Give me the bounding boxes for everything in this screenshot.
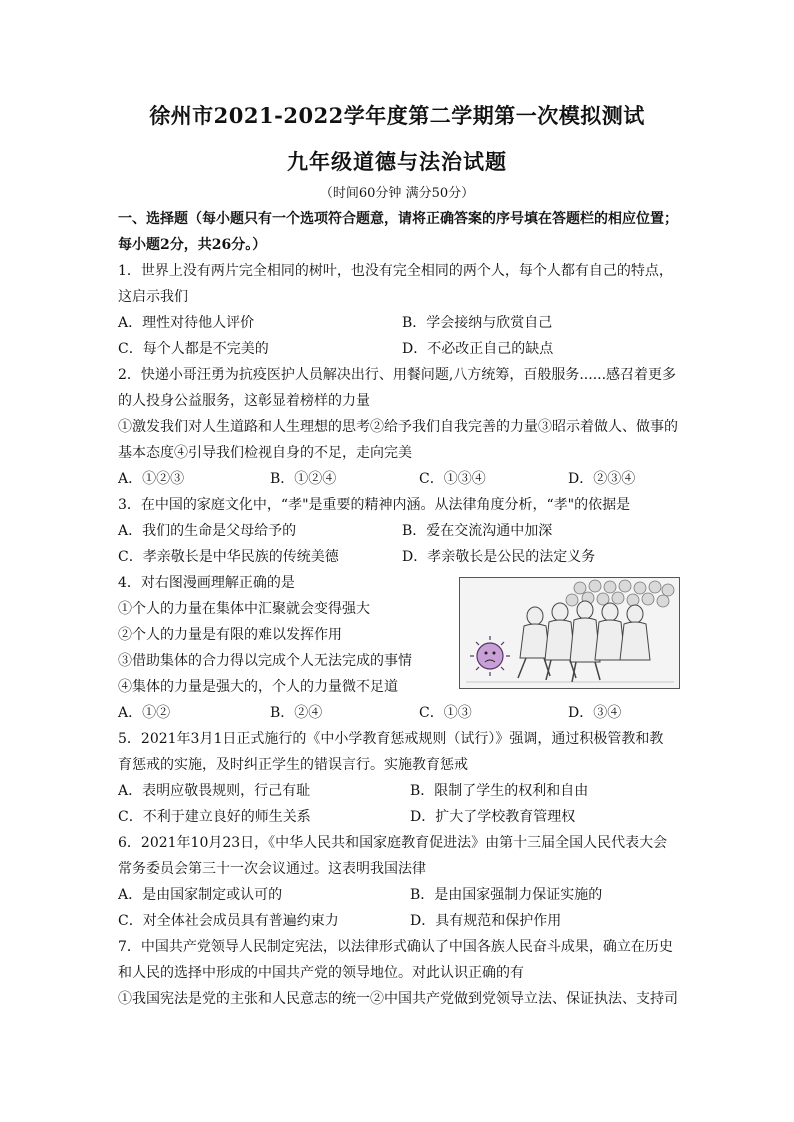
q2-option-c: C．①③④ [419, 471, 486, 487]
exam-title: 徐州市2021-2022学年度第二学期第一次模拟测试 [149, 103, 645, 128]
q1-option-d: D．不必改正自己的缺点 [402, 341, 554, 357]
q2-option-b: B．①②④ [270, 471, 337, 487]
q1-option-c: C．每个人都是不完美的 [118, 341, 269, 357]
q4-option-d: D．③④ [568, 705, 622, 721]
q2-statements: ①激发我们对人生道路和人生理想的思考②给予我们自我完善的力量③昭示着做人、做事的 [118, 419, 678, 435]
cartoon-drawing [460, 578, 679, 688]
q1-option-b: B．学会接纳与欣赏自己 [402, 315, 553, 331]
section-heading-cont: 每小题2分，共26分。） [118, 237, 267, 253]
virus-icon [470, 636, 510, 676]
q1-option-a: A．理性对待他人评价 [118, 315, 255, 331]
q4-statement-3: ③借助集体的合力得以完成个人无法完成的事情 [118, 653, 412, 669]
q2-stem: 2．快递小哥汪勇为抗疫医护人员解决出行、用餐问题,八方统筹，百般服务......感召着更多 [118, 367, 677, 383]
q2-stem-cont: 的人投身公益服务，这彰显着榜样的力量 [118, 393, 370, 409]
q4-statement-2: ②个人的力量是有限的难以发挥作用 [118, 627, 342, 643]
q6-stem: 6．2021年10月23日，《中华人民共和国家庭教育促进法》由第十三届全国人民代表大会 [118, 835, 668, 851]
exam-subject-title: 九年级道德与法治试题 [287, 149, 507, 174]
q4-statement-1: ①个人的力量在集体中汇聚就会变得强大 [118, 601, 370, 617]
q5-option-b: B．限制了学生的权利和自由 [410, 783, 589, 799]
q4-statement-4: ④集体的力量是强大的，个人的力量微不足道 [118, 679, 398, 695]
exam-time-score: （时间60分钟 满分50分） [319, 186, 475, 201]
q1-stem-cont: 这启示我们 [118, 289, 188, 305]
q3-option-c: C．孝亲敬长是中华民族的传统美德 [118, 549, 339, 565]
q3-option-d: D．孝亲敬长是公民的法定义务 [402, 549, 596, 565]
q4-option-a: A．①② [118, 705, 171, 721]
q2-option-d: D．②③④ [568, 471, 636, 487]
q6-option-c: C．对全体社会成员具有普遍约束力 [118, 913, 339, 929]
q6-stem-cont: 常务委员会第三十一次会议通过。这表明我国法律 [118, 861, 426, 877]
q6-option-a: A．是由国家制定或认可的 [118, 887, 283, 903]
q6-option-b: B．是由国家强制力保证实施的 [410, 887, 603, 903]
q1-stem: 1．世界上没有两片完全相同的树叶，也没有完全相同的两个人，每个人都有自己的特点， [118, 263, 673, 279]
cartoon-image [459, 577, 680, 689]
q4-option-b: B．②④ [270, 705, 323, 721]
q7-stem: 7．中国共产党领导人民制定宪法，以法律形式确认了中国各族人民奋斗成果，确立在历史 [118, 939, 673, 955]
q5-option-d: D．扩大了学校教育管理权 [410, 809, 576, 825]
q2-option-a: A．①②③ [118, 471, 185, 487]
q5-stem-cont: 育惩戒的实施，及时纠正学生的错误言行。实施教育惩戒 [118, 757, 468, 773]
q7-stem-cont: 和人民的选择中形成的中国共产党的领导地位。对此认识正确的有 [118, 965, 524, 981]
q5-option-a: A．表明应敬畏规则，行己有耻 [118, 783, 311, 799]
q3-option-b: B．爱在交流沟通中加深 [402, 523, 553, 539]
q5-option-c: C．不利于建立良好的师生关系 [118, 809, 311, 825]
q3-option-a: A．我们的生命是父母给予的 [118, 523, 297, 539]
section-heading: 一、选择题（每小题只有一个选项符合题意，请将正确答案的序号填在答题栏的相应位置； [118, 211, 678, 227]
q4-stem: 4．对右图漫画理解正确的是 [118, 575, 295, 591]
q6-option-d: D．具有规范和保护作用 [410, 913, 562, 929]
q4-option-c: C．①③ [419, 705, 472, 721]
q5-stem: 5．2021年3月1日正式施行的《中小学教育惩戒规则（试行）》强调，通过积极管教和教 [118, 731, 664, 747]
q2-statements-cont: 基本态度④引导我们检视自身的不足，走向完美 [118, 445, 412, 461]
q3-stem: 3．在中国的家庭文化中，“孝"是重要的精神内涵。从法律角度分析，“孝"的依据是 [118, 497, 631, 513]
q7-statements: ①我国宪法是党的主张和人民意志的统一②中国共产党做到党领导立法、保证执法、支持司 [118, 991, 678, 1007]
